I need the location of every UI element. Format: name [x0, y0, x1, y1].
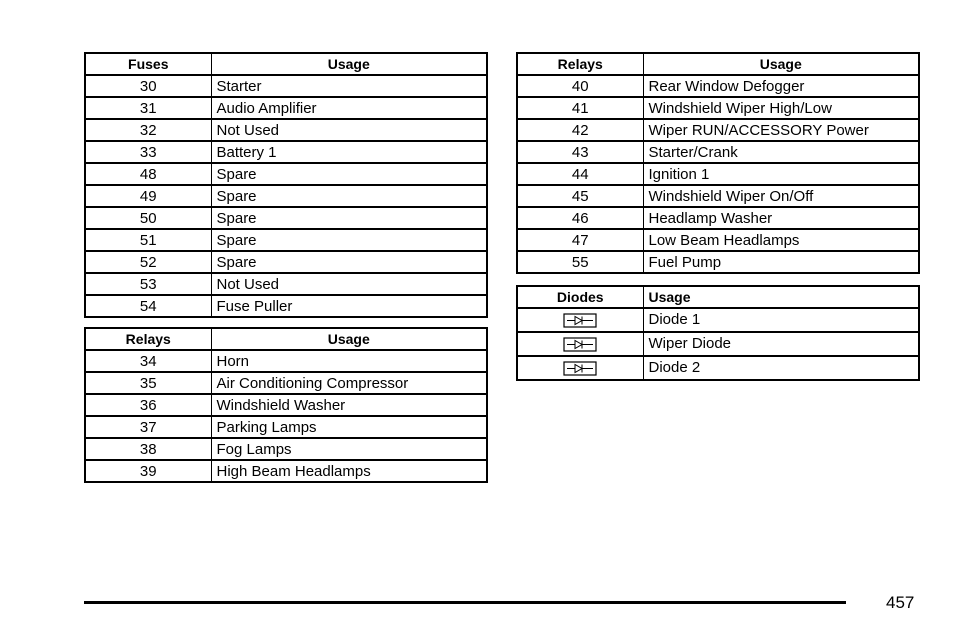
fuse-usage: Spare — [211, 185, 487, 207]
relay-number: 37 — [85, 416, 211, 438]
fuse-number: 49 — [85, 185, 211, 207]
relay-usage: Low Beam Headlamps — [643, 229, 919, 251]
fuse-number: 50 — [85, 207, 211, 229]
table-row — [85, 273, 487, 295]
relay-usage: Ignition 1 — [643, 163, 919, 185]
diode-usage: Wiper Diode — [643, 332, 919, 356]
column-header-diodes: Diodes — [517, 286, 643, 308]
diode-symbol-icon — [563, 361, 597, 376]
relays-table-left — [84, 327, 488, 483]
relay-usage: Rear Window Defogger — [643, 75, 919, 97]
fuse-usage: Spare — [211, 251, 487, 273]
table-header-row — [517, 53, 919, 75]
relay-number: 36 — [85, 394, 211, 416]
table-row — [517, 163, 919, 185]
fuse-number: 33 — [85, 141, 211, 163]
relay-usage: High Beam Headlamps — [211, 460, 487, 482]
relay-number: 44 — [517, 163, 643, 185]
table-row — [85, 207, 487, 229]
fuse-usage: Not Used — [211, 119, 487, 141]
relay-usage: Horn — [211, 350, 487, 372]
table-row — [85, 185, 487, 207]
table-row — [517, 308, 919, 332]
table-row — [517, 141, 919, 163]
fuse-number: 48 — [85, 163, 211, 185]
table-header-row — [85, 53, 487, 75]
relay-usage: Starter/Crank — [643, 141, 919, 163]
table-row — [517, 75, 919, 97]
table-row — [85, 350, 487, 372]
fuse-number: 30 — [85, 75, 211, 97]
fuse-number: 53 — [85, 273, 211, 295]
diode-symbol-icon — [563, 313, 597, 328]
table-row — [517, 332, 919, 356]
table-row — [85, 438, 487, 460]
relay-number: 41 — [517, 97, 643, 119]
table-row — [85, 141, 487, 163]
column-header-usage: Usage — [643, 53, 919, 75]
relay-number: 46 — [517, 207, 643, 229]
table-row — [85, 394, 487, 416]
diodes-table — [516, 285, 920, 381]
table-row — [517, 251, 919, 273]
relay-usage: Wiper RUN/ACCESSORY Power — [643, 119, 919, 141]
diode-symbol-cell — [517, 308, 643, 332]
table-row — [517, 185, 919, 207]
fuse-number: 54 — [85, 295, 211, 317]
diode-symbol-icon — [563, 337, 597, 352]
diode-symbol-cell — [517, 356, 643, 380]
fuses-table — [84, 52, 488, 318]
fuse-usage: Spare — [211, 207, 487, 229]
table-row — [85, 163, 487, 185]
footer-rule — [84, 601, 846, 604]
fuse-number: 52 — [85, 251, 211, 273]
relay-number: 47 — [517, 229, 643, 251]
table-row — [517, 97, 919, 119]
fuse-usage: Not Used — [211, 273, 487, 295]
relay-number: 45 — [517, 185, 643, 207]
page-number: 457 — [886, 593, 915, 612]
column-header-usage: Usage — [211, 53, 487, 75]
fuse-usage: Starter — [211, 75, 487, 97]
relay-number: 38 — [85, 438, 211, 460]
fuse-usage: Battery 1 — [211, 141, 487, 163]
column-header-usage: Usage — [643, 286, 919, 308]
column-header-relays: Relays — [517, 53, 643, 75]
diode-symbol-cell — [517, 332, 643, 356]
fuse-usage: Audio Amplifier — [211, 97, 487, 119]
relay-number: 35 — [85, 372, 211, 394]
column-header-fuses: Fuses — [85, 53, 211, 75]
diode-usage: Diode 2 — [643, 356, 919, 380]
relay-number: 39 — [85, 460, 211, 482]
relay-number: 43 — [517, 141, 643, 163]
table-row — [85, 460, 487, 482]
table-row — [85, 295, 487, 317]
relay-usage: Headlamp Washer — [643, 207, 919, 229]
table-row — [85, 75, 487, 97]
relay-number: 34 — [85, 350, 211, 372]
relay-usage: Windshield Washer — [211, 394, 487, 416]
fuse-usage: Fuse Puller — [211, 295, 487, 317]
table-row — [517, 207, 919, 229]
diode-usage: Diode 1 — [643, 308, 919, 332]
column-header-relays: Relays — [85, 328, 211, 350]
fuse-usage: Spare — [211, 229, 487, 251]
relay-usage: Air Conditioning Compressor — [211, 372, 487, 394]
column-header-usage: Usage — [211, 328, 487, 350]
relay-usage: Fog Lamps — [211, 438, 487, 460]
relays-table-right — [516, 52, 920, 274]
table-header-row — [517, 286, 919, 308]
table-header-row — [85, 328, 487, 350]
relay-number: 42 — [517, 119, 643, 141]
fuse-number: 51 — [85, 229, 211, 251]
table-row — [85, 119, 487, 141]
relay-number: 40 — [517, 75, 643, 97]
relay-number: 55 — [517, 251, 643, 273]
relay-usage: Windshield Wiper High/Low — [643, 97, 919, 119]
relay-usage: Fuel Pump — [643, 251, 919, 273]
fuse-number: 31 — [85, 97, 211, 119]
table-row — [517, 356, 919, 380]
table-row — [85, 416, 487, 438]
table-row — [85, 251, 487, 273]
table-row — [85, 372, 487, 394]
table-row — [517, 229, 919, 251]
relay-usage: Windshield Wiper On/Off — [643, 185, 919, 207]
table-row — [517, 119, 919, 141]
fuse-number: 32 — [85, 119, 211, 141]
table-row — [85, 229, 487, 251]
relay-usage: Parking Lamps — [211, 416, 487, 438]
fuse-usage: Spare — [211, 163, 487, 185]
table-row — [85, 97, 487, 119]
